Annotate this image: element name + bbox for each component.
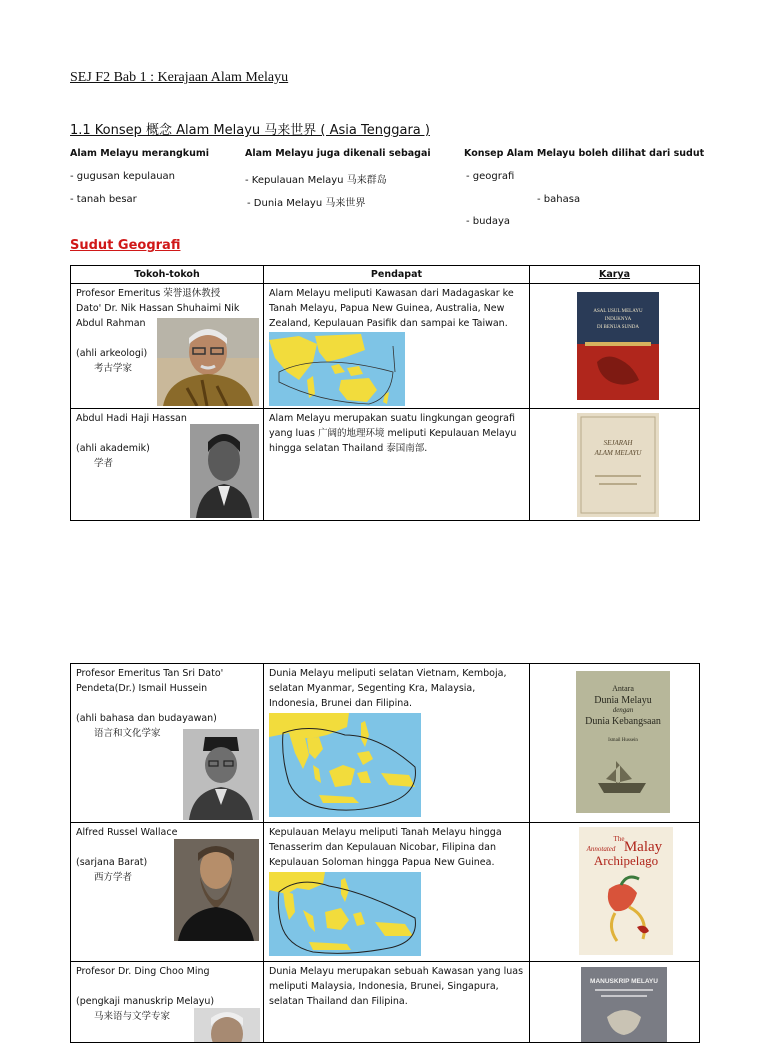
tokoh-role: (ahli bahasa dan budayawan) [76, 713, 217, 724]
portrait-photo [194, 1008, 260, 1043]
pendapat-text: Alam Melayu merupakan suatu lingkungan geografi yang luas 广阔的地理环境 meliputi Kepulauan Melayu hingga selatan Thailand 泰国南部. [269, 413, 517, 454]
map-image [269, 872, 421, 956]
pendapat-cell [264, 284, 530, 409]
tokoh-name-line: Abdul Hadi Haji Hassan [76, 413, 187, 424]
concept-col2-item: - Dunia Melayu 马来世界 [247, 198, 366, 209]
book-title-line: INDUKNYA [604, 317, 632, 322]
table-row [71, 823, 700, 962]
book-title-line: Annotated [586, 845, 616, 853]
karya-cell [530, 664, 700, 823]
tokoh-role-zh: 西方学者 [94, 872, 133, 883]
table-row [71, 284, 700, 409]
portrait-photo [157, 318, 259, 406]
tokoh-cell [71, 409, 264, 521]
concept-col3-item: - budaya [466, 216, 510, 227]
book-title-line: The [613, 835, 625, 843]
tokoh-role-zh: 马来语与文学专家 [94, 1011, 171, 1022]
pendapat-cell [264, 409, 530, 521]
tokoh-name-line: Abdul Rahman [76, 318, 146, 329]
book-title-line: Malay [623, 839, 663, 855]
column-header-karya: Karya [530, 266, 700, 284]
column-header-tokoh: Tokoh-tokoh [71, 266, 264, 284]
pendapat-text: Dunia Melayu merupakan sebuah Kawasan yang luas meliputi Malaysia, Indonesia, Brunei, Singapura, selatan Thailand dan Filipina. [269, 966, 524, 1007]
tokoh-name-line: Dato' Dr. Nik Hassan Shuhaimi Nik [76, 303, 240, 314]
tokoh-name-line: Profesor Emeritus Tan Sri Dato' [76, 668, 224, 679]
book-author: Ismail Hussein [608, 738, 638, 743]
pendapat-text: Dunia Melayu meliputi selatan Vietnam, Kemboja, selatan Myanmar, Segenting Kra, Malaysia, Indonesia, Brunei dan Filipina. [269, 668, 507, 709]
tokoh-role: (sarjana Barat) [76, 857, 148, 868]
book-title-line: Dunia Melayu [594, 695, 652, 706]
book-title-line: Dunia Kebangsaan [585, 716, 661, 727]
pendapat-text: Alam Melayu meliputi Kawasan dari Madagaskar ke Tanah Melayu, Papua New Guinea, Australia, New Zealand, Kepulauan Pasifik dan sampai ke Taiwan. [269, 288, 514, 329]
book-cover-image [579, 827, 673, 955]
table-row [71, 664, 700, 823]
concept-col2-item: - Kepulauan Melayu 马来群岛 [245, 175, 387, 186]
table-header-row [71, 266, 700, 284]
concept-col3-item: - geografi [466, 171, 515, 182]
pendapat-cell [264, 962, 530, 1043]
book-title-line: MANUSKRIP MELAYU [590, 978, 658, 985]
concept-col2-heading: Alam Melayu juga dikenali sebagai [245, 148, 431, 159]
tokoh-name-line: Profesor Emeritus 荣誉退休教授 [76, 288, 221, 299]
book-cover-image [577, 413, 659, 517]
concept-col1-item: - gugusan kepulauan [70, 171, 175, 182]
tokoh-role: (pengkaji manuskrip Melayu) [76, 996, 215, 1007]
book-title-line: Archipelago [593, 853, 659, 868]
tokoh-name-line: Pendeta(Dr.) Ismail Hussein [76, 683, 208, 694]
tokoh-role-zh: 语言和文化学家 [94, 728, 161, 739]
tokoh-role: (ahli akademik) [76, 443, 150, 454]
column-header-pendapat: Pendapat [264, 266, 530, 284]
pendapat-cell [264, 823, 530, 962]
page-title: SEJ F2 Bab 1 : Kerajaan Alam Melayu [70, 70, 289, 85]
section-subtitle: 1.1 Konsep 概念 Alam Melayu 马来世界 ( Asia Tenggara ) [70, 123, 430, 138]
table-row [71, 962, 700, 1043]
tokoh-cell [71, 664, 264, 823]
tokoh-cell [71, 962, 264, 1043]
concept-col1-item: - tanah besar [70, 194, 137, 205]
pendapat-cell [264, 664, 530, 823]
book-title-line: SEJARAH [603, 439, 633, 447]
portrait-photo [174, 839, 259, 941]
karya-cell [530, 409, 700, 521]
pendapat-text: Kepulauan Melayu meliputi Tanah Melayu hingga Tenasserim dan Kepulauan Nicobar, Filipina dan Kepulauan Soloman hingga Papua New Guinea. [269, 827, 502, 868]
concept-col3-item: - bahasa [537, 194, 581, 205]
tokoh-name-line: Alfred Russel Wallace [76, 827, 178, 838]
tokoh-role-zh: 学者 [94, 458, 114, 469]
book-cover-image [581, 967, 667, 1043]
tokoh-role: (ahli arkeologi) [76, 348, 148, 359]
karya-cell [530, 962, 700, 1043]
table-row [71, 409, 700, 521]
book-cover-image [577, 292, 659, 400]
book-title-line: DI BENUA SUNDA [597, 325, 639, 330]
book-title-line: ALAM MELAYU [594, 449, 642, 457]
book-title-line: dengan [612, 706, 634, 714]
tokoh-cell [71, 284, 264, 409]
map-image [269, 332, 405, 406]
concept-col1-heading: Alam Melayu merangkumi [70, 148, 209, 159]
concept-col3-heading: Konsep Alam Melayu boleh dilihat dari sudut [464, 148, 705, 159]
portrait-photo [190, 424, 259, 518]
karya-cell [530, 823, 700, 962]
tokoh-table-1 [70, 265, 700, 521]
portrait-photo [183, 729, 259, 820]
book-title-line: Antara [612, 684, 634, 693]
tokoh-cell [71, 823, 264, 962]
book-title-line: ASAL USUL MELAYU [593, 309, 643, 314]
tokoh-name-line: Profesor Dr. Ding Choo Ming [76, 966, 210, 977]
map-image [269, 713, 421, 817]
section-heading-geografi: Sudut Geografi [70, 238, 181, 253]
karya-cell [530, 284, 700, 409]
book-cover-image [576, 671, 670, 813]
tokoh-role-zh: 考古学家 [94, 363, 133, 374]
tokoh-table-2 [70, 663, 700, 1043]
